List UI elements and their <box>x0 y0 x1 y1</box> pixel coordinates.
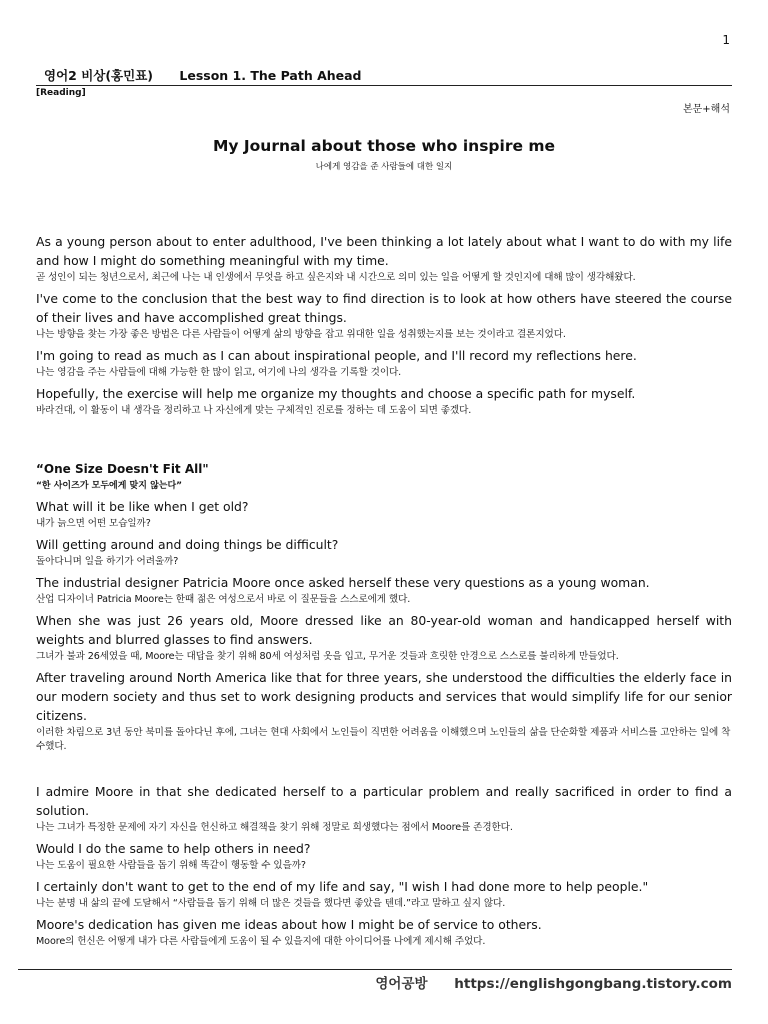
english-sentence: Hopefully, the exercise will help me organize my thoughts and choose a specific path for myself. <box>36 386 636 401</box>
english-sentence: After traveling around North America like that for three years, she understood the difficulties the elderly face in our modern society and thus set to work designing products and services that would simplify life for our senior citizens. <box>36 670 732 723</box>
footer <box>375 972 732 992</box>
sentence-pair <box>36 289 732 342</box>
korean-translation: 나는 영감을 주는 사람들에 대해 가능한 한 많이 읽고, 여기에 나의 생각을 기록할 것이다. <box>36 367 402 378</box>
sentence-pair <box>36 573 732 607</box>
document-header <box>36 66 732 86</box>
intro-section <box>36 232 732 953</box>
sentence-pair <box>36 611 732 664</box>
korean-translation: 나는 방향을 찾는 가장 좋은 방법은 다른 사람들이 어떻게 삶의 방향을 잡고 위대한 일을 성취했는지를 보는 것이라고 결론지었다. <box>36 329 566 340</box>
course-name: 영어2 비상(홍민표) <box>44 68 154 83</box>
english-sentence: Will getting around and doing things be difficult? <box>36 537 339 552</box>
english-sentence: The industrial designer Patricia Moore once asked herself these very questions as a young woman. <box>36 575 650 590</box>
english-sentence: As a young person about to enter adulthood, I've been thinking a lot lately about what I want to do with my life and how I might do something meaningful with my time. <box>36 234 732 268</box>
english-sentence: I certainly don't want to get to the end of my life and say, "I wish I had done more to help people." <box>36 879 649 894</box>
korean-translation: 내가 늙으면 어떤 모습일까? <box>36 518 151 529</box>
sentence-pair <box>36 877 732 911</box>
english-sentence: What will it be like when I get old? <box>36 499 249 514</box>
korean-translation: 산업 디자이너 Patricia Moore는 한때 젊은 여성으로서 바로 이 질문들을 스스로에게 했다. <box>36 594 411 605</box>
korean-translation: 돌아다니며 일을 하기가 어려울까? <box>36 556 179 567</box>
english-sentence: I've come to the conclusion that the best way to find direction is to look at how others have steered the course of their lives and have accomplished great things. <box>36 291 732 325</box>
english-sentence: When she was just 26 years old, Moore dressed like an 80-year-old woman and handicapped herself with weights and blurred glasses to find answers. <box>36 613 732 647</box>
english-sentence: I'm going to read as much as I can about inspirational people, and I'll record my reflections here. <box>36 348 637 363</box>
english-sentence: Would I do the same to help others in need? <box>36 841 311 856</box>
sentence-pair <box>36 915 732 949</box>
korean-translation: 이러한 차림으로 3년 동안 북미를 돌아다닌 후에, 그녀는 현대 사회에서 노인들이 직면한 어려움을 이해했으며 노인들의 삶을 단순화할 제품과 서비스를 고안하는 일에 착수했다. <box>36 727 731 752</box>
korean-translation: 나는 도움이 필요한 사람들을 돕기 위해 똑같이 행동할 수 있을까? <box>36 860 306 871</box>
sentence-pair <box>36 384 732 418</box>
english-sentence: I admire Moore in that she dedicated herself to a particular problem and really sacrificed in order to find a solution. <box>36 784 732 818</box>
sentence-pair <box>36 668 732 754</box>
korean-translation: 곧 성인이 되는 청년으로서, 최근에 나는 내 인생에서 무엇을 하고 싶은지와 내 시간으로 의미 있는 일을 어떻게 할 것인지에 대해 많이 생각해왔다. <box>36 272 636 283</box>
page-title: My Journal about those who inspire me <box>212 137 556 155</box>
korean-translation: 나는 분명 내 삶의 끝에 도달해서 “사람들을 돕기 위해 더 많은 것들을 했다면 좋았을 텐데.”라고 말하고 싶지 않다. <box>36 898 506 909</box>
sentence-pair <box>36 782 732 835</box>
section-subtitle: “한 사이즈가 모두에게 맞지 않는다” <box>36 481 183 491</box>
english-sentence: Moore's dedication has given me ideas about how I might be of service to others. <box>36 917 542 932</box>
sentence-pair <box>36 497 732 531</box>
page-number: 1 <box>722 33 730 47</box>
korean-translation: Moore의 헌신은 어떻게 내가 다른 사람들에게 도움이 될 수 있을지에 대한 아이디어를 나에게 제시해 주었다. <box>36 936 486 947</box>
sentence-pair <box>36 535 732 569</box>
reading-tag: [Reading] <box>36 88 86 98</box>
footer-divider <box>18 969 732 970</box>
korean-translation: 그녀가 불과 26세였을 때, Moore는 대답을 찾기 위해 80세 여성처럼 옷을 입고, 무거운 것들과 흐릿한 안경으로 스스로를 불리하게 만들었다. <box>36 651 619 662</box>
lesson-title: Lesson 1. The Path Ahead <box>179 68 362 83</box>
footer-url[interactable]: https://englishgongbang.tistory.com <box>454 976 732 992</box>
sentence-pair <box>36 232 732 285</box>
footer-brand: 영어공방 <box>375 976 428 992</box>
page-subtitle: 나에게 영감을 준 사람들에 대한 일지 <box>315 162 453 172</box>
sentence-pair <box>36 346 732 380</box>
korean-translation: 바라건대, 이 활동이 내 생각을 정리하고 나 자신에게 맞는 구체적인 진로를 정하는 데 도움이 되면 좋겠다. <box>36 405 472 416</box>
content-type-label: 본문+해석 <box>682 104 730 115</box>
section-title: “One Size Doesn't Fit All" <box>36 462 209 476</box>
sentence-pair <box>36 839 732 873</box>
korean-translation: 나는 그녀가 특정한 문제에 자기 자신을 헌신하고 해결책을 찾기 위해 정말로 희생했다는 점에서 Moore를 존경한다. <box>36 822 513 833</box>
